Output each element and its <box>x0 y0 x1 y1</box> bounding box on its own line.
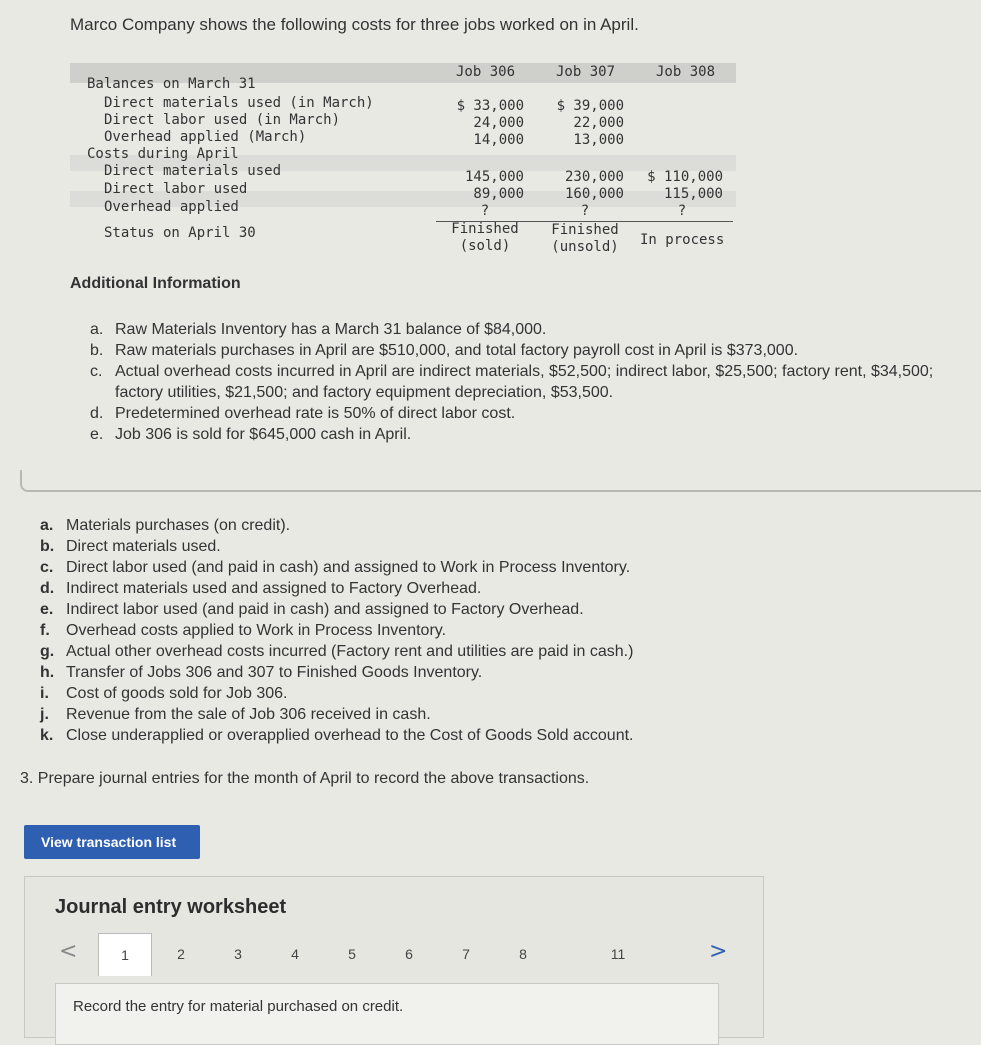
list-item <box>40 725 940 746</box>
list-item <box>90 340 980 361</box>
entry-prompt: Record the entry for material purchased on credit. <box>73 998 404 1015</box>
list-item-label: f. <box>40 622 50 639</box>
job-cost-table <box>70 63 736 253</box>
row-label-oh-march: Overhead applied (March) <box>104 129 307 145</box>
list-item-label: e. <box>40 601 54 618</box>
job307-dm-april: 230,000 <box>564 169 624 185</box>
job307-dl-march: 22,000 <box>573 115 624 131</box>
list-item <box>40 557 940 578</box>
page-tab-1[interactable]: 1 <box>98 933 152 976</box>
job307-oh-march: 13,000 <box>573 132 624 148</box>
list-item-label: g. <box>40 643 55 660</box>
job308-oh-april: ? <box>677 203 687 219</box>
list-item-text: Raw Materials Inventory has a March 31 balance of $84,000. <box>115 321 547 338</box>
list-item-text: Transfer of Jobs 306 and 307 to Finished Goods Inventory. <box>66 664 483 681</box>
header-job-308: Job 308 <box>656 64 716 80</box>
list-item-text: Actual overhead costs incurred in April are indirect materials, $52,500; indirect labor, $25,500; factory rent, $34,500; factory utilities, $21,500; and factory equipment depreciation, $53,500. <box>115 363 934 401</box>
list-item-text: Direct materials used. <box>66 538 221 555</box>
job307-status-line2: (unsold) <box>551 239 619 255</box>
page-tab-2[interactable]: 2 <box>177 946 185 962</box>
list-item <box>40 578 940 599</box>
worksheet-title: Journal entry worksheet <box>55 896 287 918</box>
page-tab-3[interactable]: 3 <box>234 946 242 962</box>
header-job-306: Job 306 <box>456 64 516 80</box>
list-item <box>40 704 940 725</box>
list-item <box>90 424 980 445</box>
list-item-text: Actual other overhead costs incurred (Factory rent and utilities are paid in cash.) <box>66 643 634 660</box>
row-label-dl-april: Direct labor used <box>104 181 248 197</box>
list-item-text: Indirect materials used and assigned to Factory Overhead. <box>66 580 482 597</box>
job307-dm-march: $ 39,000 <box>556 98 624 114</box>
list-item-label: j. <box>40 706 49 723</box>
list-item-label: h. <box>40 664 55 681</box>
job307-status <box>544 222 626 256</box>
info-panel-border <box>20 470 981 492</box>
row-label-status: Status on April 30 <box>104 225 256 241</box>
list-item <box>40 641 940 662</box>
list-item-label: a. <box>40 517 54 534</box>
job308-dl-april: 115,000 <box>663 186 723 202</box>
list-item-label: k. <box>40 727 54 744</box>
job308-status: In process <box>640 232 725 248</box>
row-label-dm-march: Direct materials used (in March) <box>104 95 374 111</box>
list-item <box>40 683 940 704</box>
list-item-text: Indirect labor used (and paid in cash) and assigned to Factory Overhead. <box>66 601 584 618</box>
page-tab-8[interactable]: 8 <box>519 946 527 962</box>
list-item-label: i. <box>40 685 49 702</box>
job306-oh-april: ? <box>480 203 490 219</box>
list-item-text: Overhead costs applied to Work in Process Inventory. <box>66 622 447 639</box>
job306-oh-march: 14,000 <box>473 132 524 148</box>
additional-info-title: Additional Information <box>70 275 241 292</box>
list-item <box>90 361 980 403</box>
job307-oh-april: ? <box>580 203 590 219</box>
transaction-list <box>40 515 940 746</box>
job306-dm-march: $ 33,000 <box>456 98 524 114</box>
list-item-text: Job 306 is sold for $645,000 cash in April. <box>115 426 412 443</box>
list-item <box>40 599 940 620</box>
job306-dl-march: 24,000 <box>473 115 524 131</box>
page-tab-11[interactable]: 11 <box>610 946 626 962</box>
entry-panel <box>55 983 719 1045</box>
job306-status-line2: (sold) <box>459 238 511 254</box>
list-item <box>40 515 940 536</box>
prev-page-icon[interactable]: < <box>59 939 78 964</box>
list-item-text: Direct labor used (and paid in cash) and assigned to Work in Process Inventory. <box>66 559 631 576</box>
job307-status-line1: Finished <box>551 222 619 238</box>
list-item-label: c. <box>40 559 54 576</box>
list-item <box>40 662 940 683</box>
row-label-balances: Balances on March 31 <box>87 76 256 92</box>
list-item-text: Revenue from the sale of Job 306 received in cash. <box>66 706 431 723</box>
header-job-307: Job 307 <box>556 64 616 80</box>
list-item <box>90 403 980 424</box>
list-item-text: Raw materials purchases in April are $510,000, and total factory payroll cost in April is $373,000. <box>115 342 799 359</box>
job306-dl-april: 89,000 <box>473 186 524 202</box>
list-item-label: b. <box>40 538 55 555</box>
view-transaction-list-button[interactable]: View transaction list <box>24 825 200 859</box>
list-item <box>40 620 940 641</box>
list-item-label: e. <box>90 426 104 443</box>
job308-dm-april: $ 110,000 <box>647 169 723 185</box>
row-label-oh-april: Overhead applied <box>104 199 239 215</box>
job306-dm-april: 145,000 <box>464 169 524 185</box>
row-label-costs-april: Costs during April <box>87 146 239 162</box>
list-item-label: c. <box>90 363 103 380</box>
list-item <box>40 536 940 557</box>
list-item-text: Predetermined overhead rate is 50% of direct labor cost. <box>115 405 516 422</box>
row-label-dl-march: Direct labor used (in March) <box>104 112 341 128</box>
additional-info-list <box>90 319 980 445</box>
row-label-dm-april: Direct materials used <box>104 163 282 179</box>
job306-status <box>445 221 525 255</box>
list-item-label: a. <box>90 321 104 338</box>
list-item-text: Materials purchases (on credit). <box>66 517 291 534</box>
list-item-label: b. <box>90 342 104 359</box>
intro-text: Marco Company shows the following costs for three jobs worked on in April. <box>70 15 639 34</box>
list-item-text: Cost of goods sold for Job 306. <box>66 685 288 702</box>
next-page-icon[interactable]: > <box>709 939 728 964</box>
page-tab-4[interactable]: 4 <box>291 946 299 962</box>
list-item-label: d. <box>40 580 55 597</box>
list-item <box>90 319 980 340</box>
list-item-label: d. <box>90 405 104 422</box>
journal-entry-worksheet <box>24 876 764 1038</box>
list-item-text: Close underapplied or overapplied overhead to the Cost of Goods Sold account. <box>66 727 634 744</box>
page-tab-5[interactable]: 5 <box>348 946 356 962</box>
job307-dl-april: 160,000 <box>564 186 624 202</box>
question-prompt: 3. Prepare journal entries for the month of April to record the above transactions. <box>20 770 590 787</box>
page-tab-7[interactable]: 7 <box>462 946 470 962</box>
job306-status-line1: Finished <box>451 221 519 237</box>
page-tab-6[interactable]: 6 <box>405 946 413 962</box>
